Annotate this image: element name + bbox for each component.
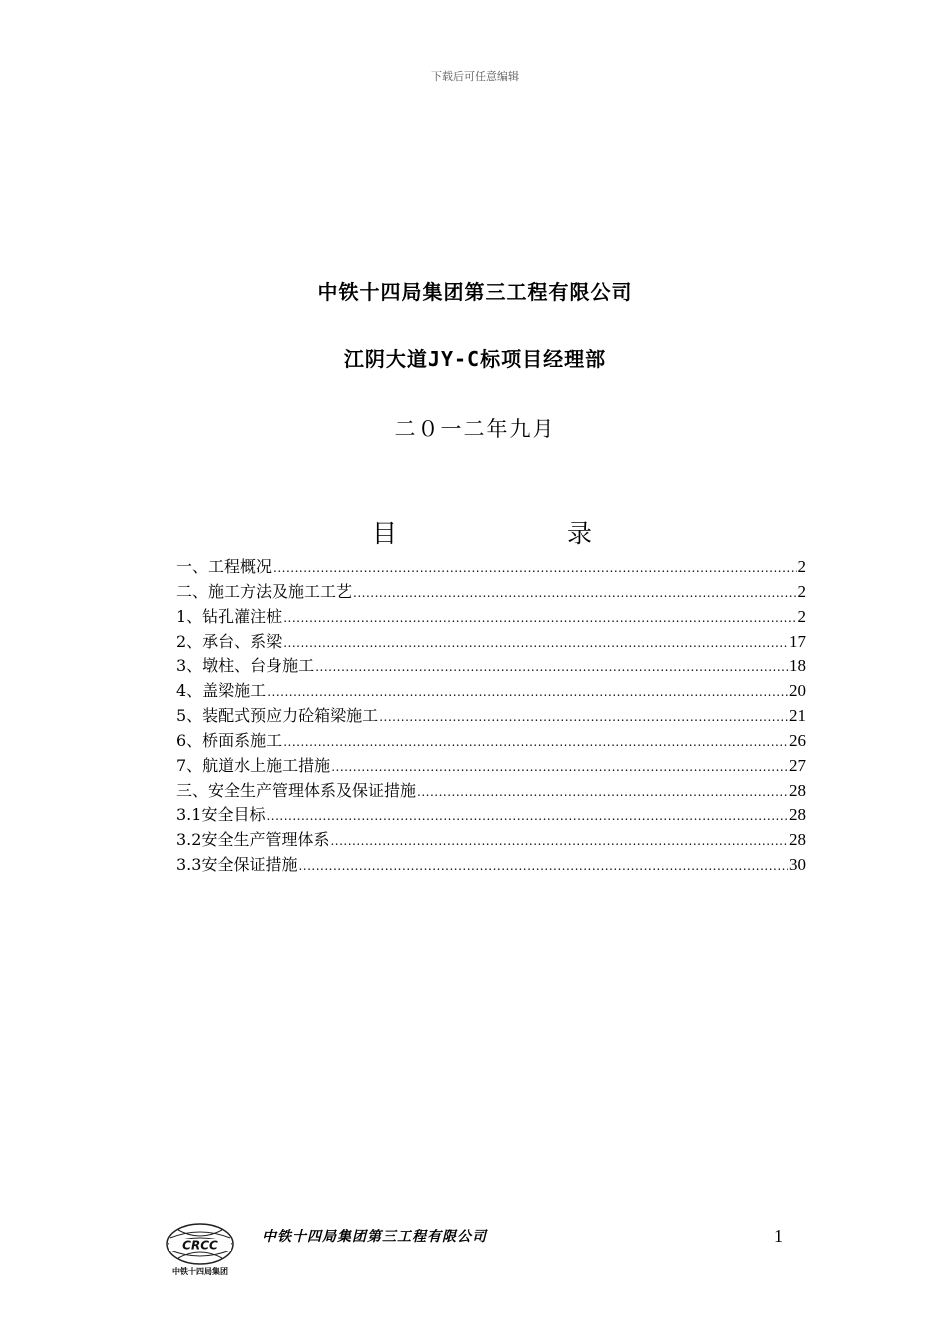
cover-department: 江阴大道JY-C标项目经理部 xyxy=(343,347,607,371)
toc-leader-dots xyxy=(283,730,788,755)
toc-leader-dots xyxy=(267,680,788,705)
toc-item[interactable] xyxy=(176,828,806,853)
cover-date: 二０一二年九月 xyxy=(394,417,556,441)
toc-leader-dots xyxy=(379,705,788,730)
toc-item[interactable] xyxy=(176,779,806,804)
toc-leader-dots xyxy=(298,854,788,879)
toc-leader-dots xyxy=(315,655,788,680)
toc-item[interactable] xyxy=(176,580,806,605)
footer-company-name: 中铁十四局集团第三工程有限公司 xyxy=(262,1229,487,1245)
toc-item-page: 30 xyxy=(789,855,806,875)
toc-item-label: 2、承台、系梁 xyxy=(176,631,283,651)
toc-item-label: 二、施工方法及施工工艺 xyxy=(176,581,353,601)
toc-leader-dots xyxy=(331,755,788,780)
toc-item-label: 三、安全生产管理体系及保证措施 xyxy=(176,780,417,800)
toc-item[interactable] xyxy=(176,803,806,828)
toc-item-label: 一、工程概况 xyxy=(176,557,273,576)
toc-title-right: 录 xyxy=(566,519,592,548)
footer-logo-caption: 中铁十四局集团 xyxy=(172,1267,228,1276)
toc-item-page: 2 xyxy=(797,606,806,626)
toc-item-page: 26 xyxy=(789,730,806,750)
crcc-logo-mark: CRCC xyxy=(182,1238,218,1253)
toc-item-page: 27 xyxy=(789,755,806,775)
toc-item-label: 3、墩柱、台身施工 xyxy=(176,656,315,676)
toc-item-label: 4、盖梁施工 xyxy=(176,681,267,701)
toc-item-label: 3.2安全生产管理体系 xyxy=(176,830,330,850)
toc-item-page: 28 xyxy=(789,780,806,800)
toc-title xyxy=(372,514,592,550)
toc-item-page: 17 xyxy=(789,631,806,651)
toc-leader-dots xyxy=(283,631,788,656)
toc-item-label: 1、钻孔灌注桩 xyxy=(176,606,283,626)
cover-company-name: 中铁十四局集团第三工程有限公司 xyxy=(317,280,633,304)
toc-item[interactable] xyxy=(176,555,806,580)
toc-title-left: 目 xyxy=(372,519,398,548)
toc-item[interactable] xyxy=(176,605,806,630)
toc-item[interactable] xyxy=(176,679,806,704)
toc-item[interactable] xyxy=(176,853,806,878)
toc-leader-dots xyxy=(417,780,788,805)
toc-item-label: 5、装配式预应力砼箱梁施工 xyxy=(176,706,379,726)
toc-leader-dots xyxy=(266,804,788,829)
toc-item[interactable] xyxy=(176,654,806,679)
header-note: 下载后可任意编辑 xyxy=(431,70,519,83)
toc-item-label: 3.3安全保证措施 xyxy=(176,855,298,875)
toc-leader-dots xyxy=(283,606,796,631)
toc-list xyxy=(176,555,806,878)
toc-item-page: 28 xyxy=(789,805,806,825)
toc-item[interactable] xyxy=(176,754,806,779)
toc-item-page: 18 xyxy=(789,656,806,676)
toc-leader-dots xyxy=(353,581,796,606)
toc-leader-dots xyxy=(273,556,796,581)
toc-item-page: 28 xyxy=(789,830,806,850)
toc-item[interactable] xyxy=(176,704,806,729)
toc-item-page: 2 xyxy=(797,557,806,576)
toc-item-label: 3.1安全目标 xyxy=(176,805,266,825)
toc-item-page: 20 xyxy=(789,681,806,701)
footer-page-number: 1 xyxy=(774,1226,783,1246)
toc-item[interactable] xyxy=(176,630,806,655)
toc-item[interactable] xyxy=(176,729,806,754)
toc-item-label: 7、航道水上施工措施 xyxy=(176,755,331,775)
toc-item-label: 6、桥面系施工 xyxy=(176,730,283,750)
toc-item-page: 2 xyxy=(797,581,806,601)
toc-leader-dots xyxy=(330,829,788,854)
toc-item-page: 21 xyxy=(789,706,806,726)
